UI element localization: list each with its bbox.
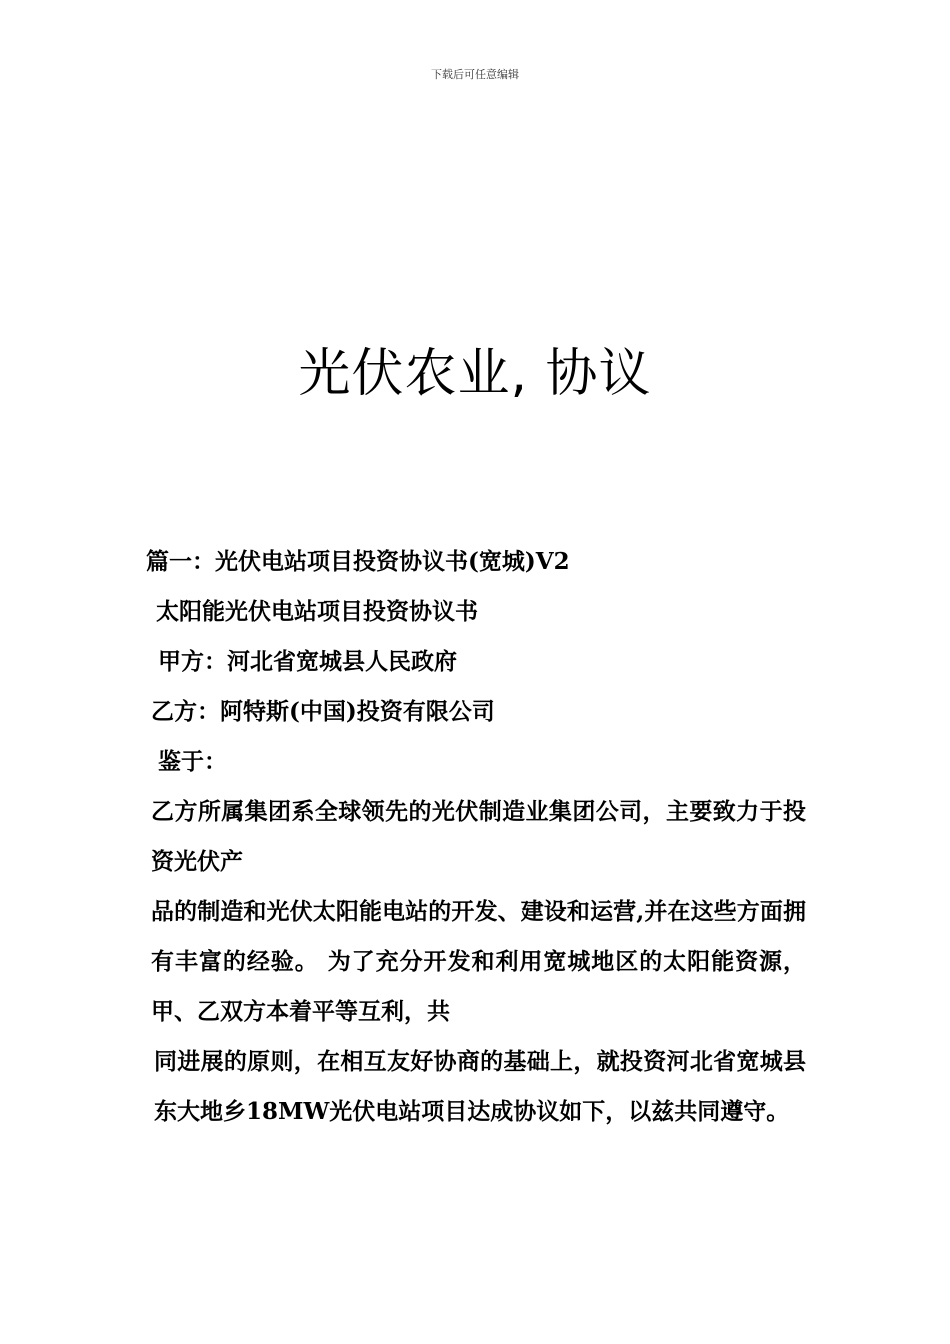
document-body xyxy=(146,537,806,1137)
document-title: 光伏农业, 协议 xyxy=(298,343,652,404)
paragraph-3: 同进展的原则，在相互友好协商的基础上，就投资河北省宽城县东大地乡18MW光伏电站项目达成协议如下，以兹共同遵守。 xyxy=(154,1048,806,1125)
paragraph-2: 品的制造和光伏太阳能电站的开发、建设和运营,并在这些方面拥有丰富的经验。 为了充分开发和利用宽城地区的太阳能资源，甲、乙双方本着平等互利，共 xyxy=(151,898,806,1025)
agreement-title-line: 太阳能光伏电站项目投资协议书 xyxy=(156,598,478,625)
whereas-line: 鉴于： xyxy=(158,748,227,775)
party-b-line: 乙方：阿特斯(中国)投资有限公司 xyxy=(151,698,495,725)
header-note: 下载后可任意编辑 xyxy=(431,68,519,81)
party-a-line: 甲方：河北省宽城县人民政府 xyxy=(158,648,457,675)
paragraph-1: 乙方所属集团系全球领先的光伏制造业集团公司，主要致力于投资光伏产 xyxy=(151,798,806,875)
section-heading: 篇一：光伏电站项目投资协议书(宽城)V2 xyxy=(146,548,570,575)
